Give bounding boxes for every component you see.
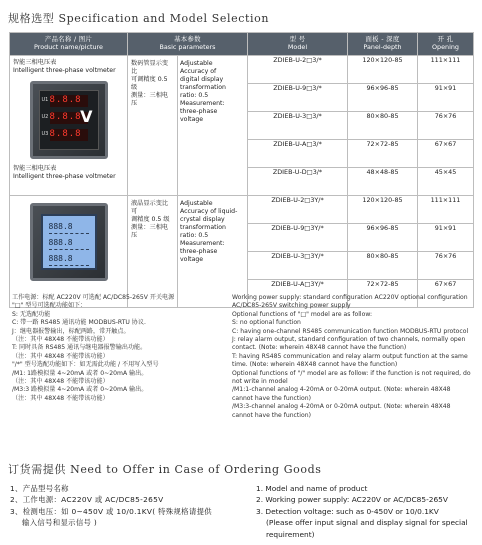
opening-cell: 45×45 (418, 168, 474, 196)
list-item: 2、工作电源：AC220V 或 AC/DC85-265V (10, 495, 164, 505)
product-name-cn-2: 智能三相电压表 (13, 165, 57, 173)
lcd-voltmeter-image: 888.8 888.8 888.8 (30, 203, 108, 281)
opening-cell: 111×111 (418, 56, 474, 84)
panel-cell: 80×80-85 (348, 112, 418, 140)
panel-cell: 120×120-85 (348, 56, 418, 84)
opening-cell: 67×67 (418, 280, 474, 308)
header-model: 型 号 Model (248, 33, 348, 56)
basic-params-cn: 数码管显示变比 可调精度 0.5 级 测量：三相电压 (128, 56, 178, 196)
model-cell: ZDIEB-U-D□3/* (248, 168, 348, 196)
panel-cell: 72×72-85 (348, 280, 418, 308)
panel-cell: 96×96-85 (348, 84, 418, 112)
list-item: 输入信号和显示信号 ) (22, 518, 98, 528)
model-cell: ZDIEB-U-A□3Y/* (248, 280, 348, 308)
product-cell-led (10, 56, 128, 196)
model-cell: ZDIEB-U-9□3/* (248, 84, 348, 112)
list-item: (Please offer input signal and display signal for special requirement) (266, 518, 468, 539)
product-name-en-2: Intelligent three-phase voltmeter (13, 173, 116, 181)
product-cell-lcd (10, 196, 128, 308)
list-item: 3. Detection voltage: such as 0-450V or 10/0.1KV (256, 506, 439, 516)
model-cell: ZDIEB-U-3□3/* (248, 112, 348, 140)
header-basic-parameters: 基本参数 Basic parameters (128, 33, 248, 56)
notes-chinese: 工作电源：标配 AC220V 可选配 AC/DC85-265V 开关电源 "□" 型号可选配功能如下： S: 无选配功能 C: 带一路 RS485 通讯功能 MODBUS-RTU 协议. J：继电器报警输出，标配两路，常开触点。 （注：其中 48X48 不能带该功能） T: 同时具备 RS485 通讯与继电器报警输出功能。 （注：其中 48X48 不能带该功能） "/*" 型号选配功能如下：如无需此功能 / 不用写入型号 /M1: 1路模拟量 4~20mA 或者 0~20mA 输出。 （注：其中 48X48 不能带该功能） /M3:3 路模拟量 4~20mA 或者 0~20mA 输出。 （注：其中 48X48 不能带该功能） (12, 294, 175, 402)
panel-cell: 72×72-85 (348, 140, 418, 168)
list-item: 3、检测电压：如 0~450V 或 10/0.1KV( 特殊规格请提供 (10, 506, 212, 516)
panel-cell: 48×48-85 (348, 168, 418, 196)
opening-cell: 76×76 (418, 252, 474, 280)
section-title-specification: 规格选型 Specification and Model Selection (8, 12, 270, 25)
panel-cell: 96×96-85 (348, 224, 418, 252)
basic-params-en-2: Adjustable Accuracy of liquid- crystal display transformation ratio: 0.5 Measurement: three-phase voltage (178, 196, 248, 308)
table-header-row (10, 33, 474, 56)
opening-cell: 67×67 (418, 140, 474, 168)
basic-params-en: Adjustable Accuracy of digital display transformation ratio: 0.5 Measurement: three-phase voltage (178, 56, 248, 196)
opening-cell: 76×76 (418, 112, 474, 140)
model-cell: ZDIEB-U-3□3Y/* (248, 252, 348, 280)
specification-table (9, 32, 474, 308)
led-voltmeter-image: U1 8.8.8 U2 8.8.8 U3 8.8.8 V (30, 81, 108, 159)
opening-cell: 111×111 (418, 196, 474, 224)
section-title-ordering: 订货需提供 Need to Offer in Case of Ordering Goods (8, 463, 322, 476)
header-product: 产品名称 / 图片 Product name/picture (10, 33, 128, 56)
header-panel-depth: 面板 - 深度 Panel-depth (348, 33, 418, 56)
product-name-en: Intelligent three-phase voltmeter (13, 67, 116, 75)
panel-cell: 80×80-85 (348, 252, 418, 280)
notes-english: Working power supply: standard configuration AC220V optional configuration AC/DC85-265V switching power supply Optional functions of "□" model are as follow: S: no optional function C: having one-channel RS485 communication function MODBUS-RTU protocol J: relay alarm output, standard configuration of two channels, normally open contact. (Note: wherein 48X48 cannot have the function) T: having RS485 communication and relay alarm output function at the same time. (Note: wherein 48X48 cannot have the function) Optional functions of "/" model are as follow: if the function is not required, do not write in model /M1:1-channel analog 4-20mA or 0-20mA output. (Note: wherein 48X48 cannot have the function) /M3:3-channel analog 4-20mA or 0-20mA output. (Note: wherein 48X48 cannot have the function) (232, 294, 471, 419)
model-cell: ZDIEB-U-2□3Y/* (248, 196, 348, 224)
panel-cell: 120×120-85 (348, 196, 418, 224)
table-row (10, 196, 474, 224)
basic-params-cn-2: 液晶显示变比可 调精度 0.5 级 测量：三相电压 (128, 196, 178, 308)
model-cell: ZDIEB-U-A□3/* (248, 140, 348, 168)
model-cell: ZDIEB-U-9□3Y/* (248, 224, 348, 252)
ordering-list-chinese (10, 483, 238, 529)
product-name-cn: 智能三相电压表 (13, 59, 57, 66)
list-item: 1. Model and name of product (256, 484, 368, 493)
ordering-list-english (256, 483, 476, 540)
opening-cell: 91×91 (418, 84, 474, 112)
list-item: 1、产品型号名称 (10, 484, 69, 493)
list-item: 2. Working power supply: AC220V or AC/DC85-265V (256, 495, 448, 505)
opening-cell: 91×91 (418, 224, 474, 252)
model-cell: ZDIEB-U-2□3/* (248, 56, 348, 84)
table-row (10, 56, 474, 84)
header-opening: 开 孔 Opening (418, 33, 474, 56)
